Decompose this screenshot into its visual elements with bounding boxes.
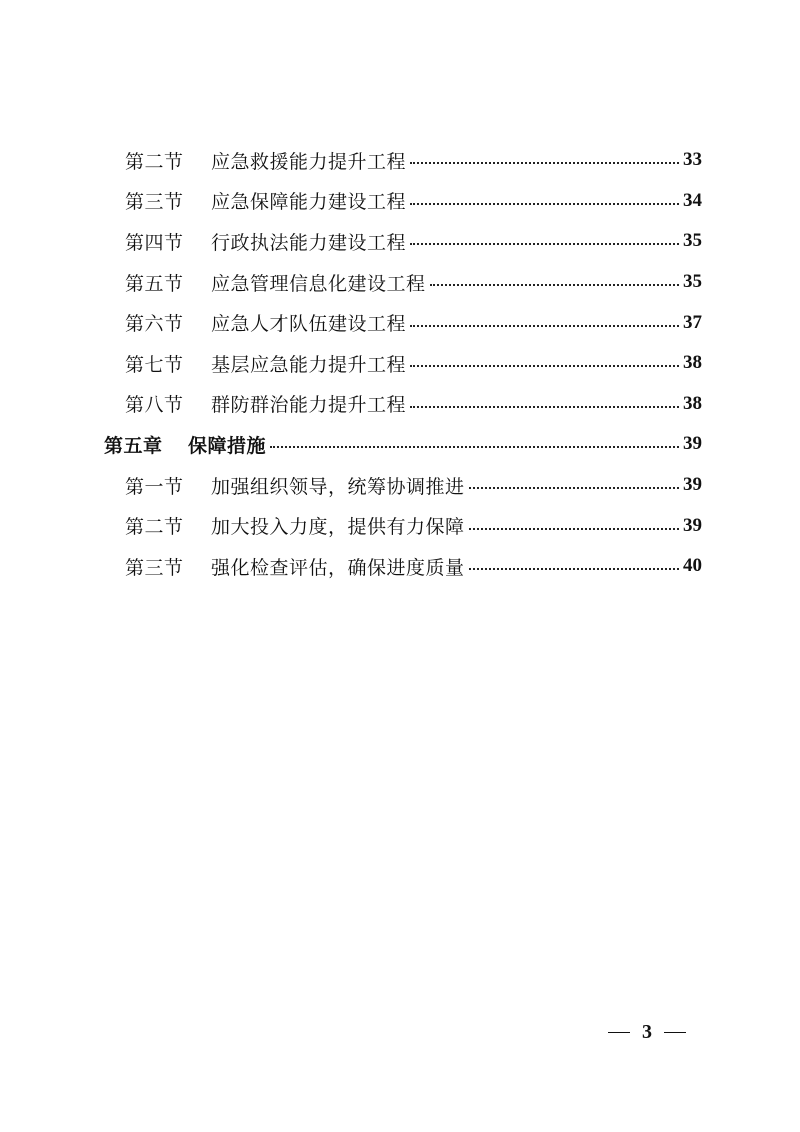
- toc-chapter-title: 保障措施: [188, 434, 267, 457]
- toc-entry-title: 应急人才队伍建设工程: [211, 313, 407, 336]
- toc-entry[interactable]: [0, 465, 800, 506]
- toc-label: [125, 390, 406, 417]
- toc-label: [125, 187, 406, 214]
- toc-entry[interactable]: [0, 181, 800, 222]
- toc-entry-page: 39: [683, 474, 702, 496]
- toc-entry[interactable]: [0, 343, 800, 384]
- toc-entry-title: 基层应急能力提升工程: [211, 353, 407, 376]
- toc-label: [125, 309, 406, 336]
- dot-leader: [410, 406, 679, 408]
- toc-entry-number: 第二节: [125, 150, 184, 173]
- toc-entry-title: 群防群治能力提升工程: [211, 394, 407, 417]
- toc-entry-title: 应急管理信息化建设工程: [211, 272, 426, 295]
- toc-label: [125, 228, 406, 255]
- toc-chapter-number: 第五章: [104, 434, 163, 457]
- toc-entry-title: 行政执法能力建设工程: [211, 231, 407, 254]
- toc-entry-number: 第四节: [125, 231, 184, 254]
- dot-leader: [430, 284, 679, 286]
- toc-entry-page: 35: [683, 230, 702, 252]
- toc-entry-number: 第三节: [125, 191, 184, 214]
- toc-entry-page: 40: [683, 555, 702, 577]
- toc-entry-page: 34: [683, 189, 702, 211]
- toc-entry-number: 第三节: [125, 556, 184, 579]
- toc-label: [104, 431, 266, 458]
- toc-entry[interactable]: [0, 302, 800, 343]
- toc-label: [125, 350, 406, 377]
- toc-entry-number: 第八节: [125, 394, 184, 417]
- toc-entry-page: 37: [683, 311, 702, 333]
- dot-leader: [469, 528, 679, 530]
- dot-leader: [469, 487, 679, 489]
- toc-label: [125, 269, 426, 296]
- toc-entry[interactable]: [0, 221, 800, 262]
- toc-entry[interactable]: [0, 262, 800, 303]
- toc-entry-title: 应急救援能力提升工程: [211, 150, 407, 173]
- toc-entry-page: 35: [683, 271, 702, 293]
- toc-entry-page: 38: [683, 392, 702, 414]
- toc-label: [125, 512, 465, 539]
- toc-entry-page: 38: [683, 352, 702, 374]
- toc-chapter-entry[interactable]: [0, 424, 800, 465]
- toc-entry-number: 第一节: [125, 475, 184, 498]
- table-of-contents: [0, 140, 800, 587]
- toc-entry-title: 加大投入力度，提供有力保障: [211, 516, 465, 539]
- toc-entry[interactable]: [0, 546, 800, 587]
- dot-leader: [410, 365, 679, 367]
- toc-chapter-page: 39: [683, 433, 702, 455]
- dot-leader: [410, 162, 679, 164]
- footer-left-dash: [608, 1032, 630, 1033]
- toc-entry[interactable]: [0, 140, 800, 181]
- toc-entry-number: 第七节: [125, 353, 184, 376]
- toc-entry-title: 加强组织领导，统筹协调推进: [211, 475, 465, 498]
- toc-entry-title: 强化检查评估，确保进度质量: [211, 556, 465, 579]
- toc-entry-page: 33: [683, 149, 702, 171]
- dot-leader: [270, 446, 679, 448]
- toc-label: [125, 472, 465, 499]
- toc-entry[interactable]: [0, 384, 800, 425]
- footer-right-dash: [664, 1032, 686, 1033]
- dot-leader: [410, 325, 679, 327]
- page-footer: [608, 1021, 686, 1044]
- dot-leader: [469, 568, 679, 570]
- toc-entry[interactable]: [0, 505, 800, 546]
- dot-leader: [410, 243, 679, 245]
- toc-entry-page: 39: [683, 514, 702, 536]
- toc-label: [125, 147, 406, 174]
- toc-entry-number: 第六节: [125, 313, 184, 336]
- toc-entry-number: 第五节: [125, 272, 184, 295]
- toc-entry-title: 应急保障能力建设工程: [211, 191, 407, 214]
- toc-label: [125, 553, 465, 580]
- page-number: 3: [642, 1021, 652, 1043]
- dot-leader: [410, 203, 679, 205]
- toc-entry-number: 第二节: [125, 516, 184, 539]
